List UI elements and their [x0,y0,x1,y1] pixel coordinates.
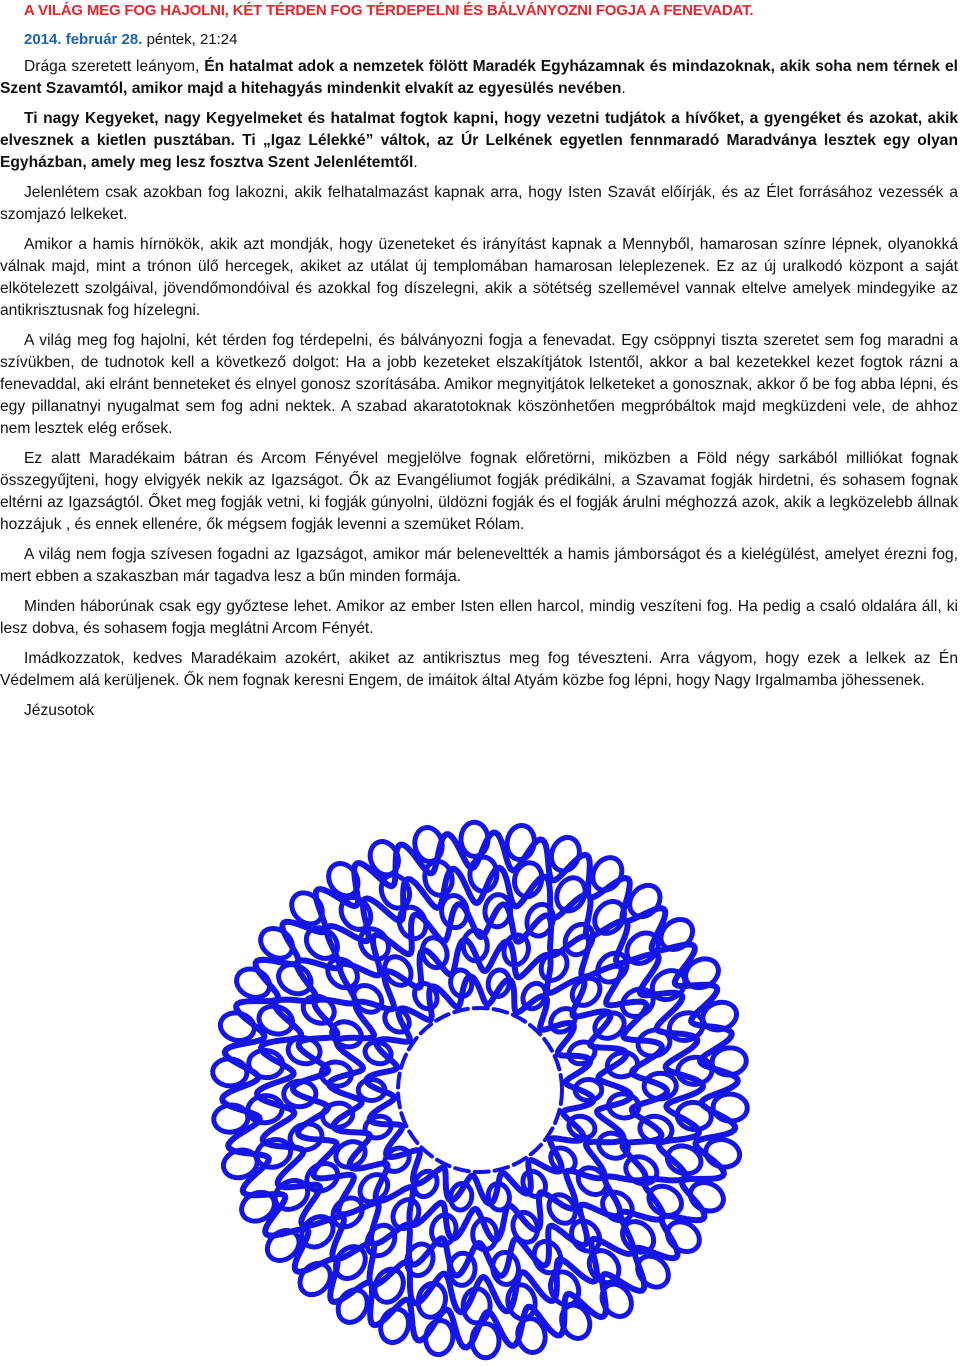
date-line [24,31,237,48]
paragraph-7: A világ nem fogja szívesen fogadni az Igazságot, amikor már beleneveltték a hamis jámborságot és a kielégülést, amelyet érezni fog, mert ebben a szakaszban már tagadva lesz a bűn minden formája. [0,546,958,585]
paragraph-3: Jelenlétem csak azokban fog lakozni, akik felhatalmazást kapnak arra, hogy Isten Szavát előírják, és az Élet forrásához vezessék a szomjazó lelkeket. [0,184,958,223]
lace-scallop-loop [566,1113,598,1142]
lace-scallop-loop [587,852,628,895]
lace-scallop-loop [332,1285,373,1328]
paragraph-4: Amikor a hamis hírnökök, akik azt mondják, hogy üzeneteket és irányítást kapnak a Mennyből, hamarosan színre lépnek, olyanokká válnak majd, mint a trónon ülő hercegek, akiket az utálat új templomában hamarosan leleplezenek. Ez az új uralkodó központ a saját elkötelezett szolgáival, jövendőmondóival és azokkal fog díszelegni, akik a sötétség szellemével vannak eltelve amelyek mindegyike az antikrisztusnak fog hízelegni. [0,236,958,319]
blue-lace-ring-ornament [0,800,960,1366]
paragraph-1-greeting: Drága szeretett leányom, [24,58,205,75]
lace-scallop-loop [232,964,274,1003]
lace-scallop-loop [686,1177,728,1216]
message-day-time: péntek, 21:24 [142,31,238,48]
paragraph-8: Minden háborúnak csak egy győztese lehet. Amikor az ember Isten ellen harcol, mindig veszíteni fog. Ha pedig a csaló oldalára áll, ki lesz dobva, és sohasem fogja meglátni Arcom Fényét. [0,598,958,637]
paragraph-5: A világ meg fog hajolni, két térden fog térdepelni, és bálványozni fogja a fenevadat. Egy csöppnyi tiszta szeretet sem fog maradni a szívükben, de tudnotok kell a következő dolgot: Ha a jobb kezeteket elszakítjátok Istentől, akkor a bal kezetekkel kezet fogtok rázni a fenevaddal, aki elránt benneteket és elnyel gonosz szorításába. Amikor megnyitjátok lelketeket a gonosznak, akkor ő be fog abba lépni, és egy pillanatnyi nyugalmat sem fog adni nektek. A szabad akaratotoknak köszönhetően megpróbáltok majd megküzdeni vele, de ahhoz nem lesztek elég erősek. [0,332,958,437]
paragraph-2 [0,108,958,174]
paragraph-1-emphasis: Én hatalmat adok a nemzetek fölött Maradék Egyházamnak és mindazoknak, akik soha nem térnek el Szent Szavamtól, amikor majd a hitehagyás mindenkit elvakít az egyesülés nevében [0,58,958,97]
paragraph-2-emphasis: Ti nagy Kegyeket, nagy Kegyelmeket és hatalmat fogtok kapni, hogy vezetni tudjátok a hívőket, a gyengéket és azokat, akik elvesznek a kietlen pusztában. Ti „Igaz Lélekké” váltok, az Úr Lelkének egyetlen fennmaradó Maradványa lesztek egy olyan Egyházban, amely meg lesz fosztva Szent Jelenlétemtől [0,110,958,171]
paragraph-1-end: . [621,80,626,97]
paragraph-6: Ez alatt Maradékaim bátran és Arcom Fényével megjelölve fognak előretörni, miközben a Föld négy sarkából milliókat fognak összegyűjteni, hogy elvigyék nekik az Igazságot. Ők az Evangéliumot fogják prédikálni, a Szavamat fogják hirdetni, és sohasem fognak eltérni az Igazságtól. Őket meg fogják vetni, ki fogják gúnyolni, üldözni fogják és el fogják árulni méghozzá azok, akik a legközelebb állnak hozzájuk , és ennek ellenére, ők mégsem fogják levenni a szemüket Rólam. [0,450,958,533]
signature: Jézusotok [24,702,95,719]
lace-scallop-loop [505,823,537,861]
lace-scallop-loop [376,1305,413,1346]
message-body [0,56,958,730]
message-date: 2014. február 28. [24,31,143,48]
lace-scallop-loop [547,834,584,875]
lace-ring-group [212,822,748,1358]
paragraph-9: Imádkozzatok, kedves Maradékaim azokért, akiket az antikrisztus meg fog téveszteni. Arra vágyom, hogy ezek a lelkek az Én Védelmem alá kerüljenek. Ők nem fognak keresni Engem, de imáitok által Atyám közbe fog lépni, hogy Nagy Irgalmamba jöhessenek. [0,650,958,689]
paragraph-2-end: . [413,154,418,171]
lace-inner-edge [398,1008,562,1172]
lace-scallop-loop [423,1318,455,1356]
lace-wave-band [222,833,738,1348]
lace-scallop-loop [362,1038,394,1067]
paragraph-1 [0,56,958,100]
message-title: A VILÁG MEG FOG HAJOLNI, KÉT TÉRDEN FOG TÉRDEPELNI ÉS BÁLVÁNYOZNI FOGJA A FENEVADAT. [24,2,754,19]
